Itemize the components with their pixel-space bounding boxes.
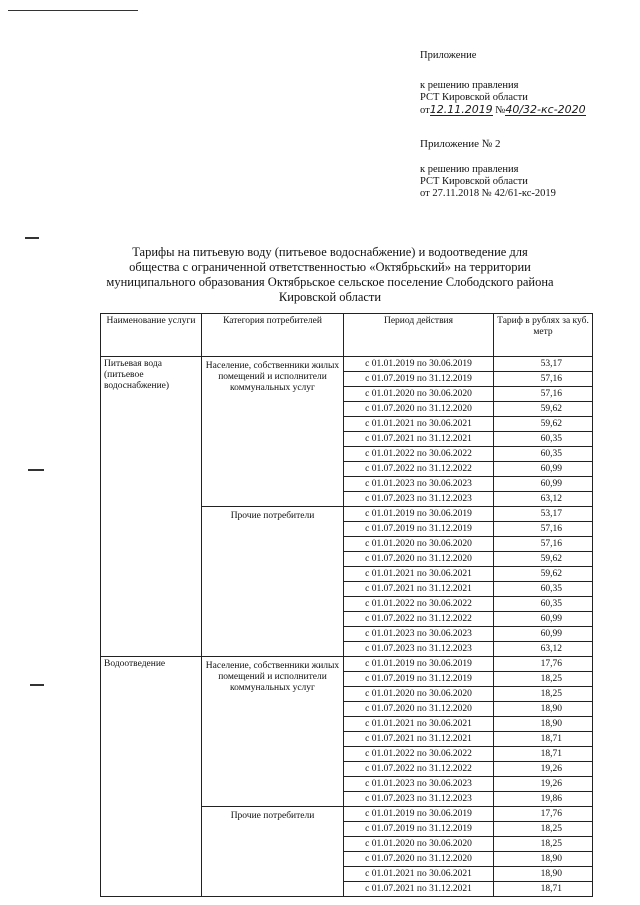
rate-cell: 60,35 <box>494 447 593 462</box>
title-line: муниципального образования Октябрьское сельское поселение Слободского района <box>106 275 554 289</box>
tariff-table <box>100 313 593 897</box>
period-cell: с 01.07.2022 по 31.12.2022 <box>344 762 494 777</box>
category-cell: Прочие потребители <box>202 507 344 657</box>
prev-decision-line: от 27.11.2018 № 42/61-кс-2019 <box>420 188 556 199</box>
period-cell: с 01.07.2020 по 31.12.2020 <box>344 402 494 417</box>
period-cell: с 01.01.2021 по 30.06.2021 <box>344 867 494 882</box>
period-cell: с 01.07.2021 по 31.12.2021 <box>344 432 494 447</box>
period-cell: с 01.01.2020 по 30.06.2020 <box>344 837 494 852</box>
period-cell: с 01.07.2023 по 31.12.2023 <box>344 792 494 807</box>
category-cell: Население, собственники жилых помещений и исполнители коммунальных услуг <box>202 357 344 507</box>
rate-cell: 63,12 <box>494 642 593 657</box>
rate-cell: 57,16 <box>494 522 593 537</box>
appendix-label: Приложение <box>420 50 477 61</box>
period-cell: с 01.01.2023 по 30.06.2023 <box>344 477 494 492</box>
category-cell: Население, собственники жилых помещений и исполнители коммунальных услуг <box>202 657 344 807</box>
header-service: Наименование услуги <box>101 314 202 357</box>
service-name-cell: Питьевая вода (питьевое водоснабжение) <box>101 357 202 657</box>
from-label: от <box>420 105 430 116</box>
period-cell: с 01.01.2019 по 30.06.2019 <box>344 357 494 372</box>
rate-cell: 18,90 <box>494 867 593 882</box>
decision-block <box>420 80 586 117</box>
period-cell: с 01.01.2022 по 30.06.2022 <box>344 447 494 462</box>
rate-cell: 59,62 <box>494 552 593 567</box>
period-cell: с 01.07.2020 по 31.12.2020 <box>344 852 494 867</box>
period-cell: с 01.07.2022 по 31.12.2022 <box>344 612 494 627</box>
period-cell: с 01.01.2021 по 30.06.2021 <box>344 717 494 732</box>
period-cell: с 01.07.2021 по 31.12.2021 <box>344 582 494 597</box>
period-cell: с 01.01.2021 по 30.06.2021 <box>344 567 494 582</box>
rate-cell: 60,99 <box>494 627 593 642</box>
period-cell: с 01.07.2023 по 31.12.2023 <box>344 642 494 657</box>
rate-cell: 59,62 <box>494 402 593 417</box>
period-cell: с 01.01.2022 по 30.06.2022 <box>344 597 494 612</box>
header-category: Категория потребителей <box>202 314 344 357</box>
rate-cell: 59,62 <box>494 567 593 582</box>
rate-cell: 60,35 <box>494 582 593 597</box>
number-label: № <box>495 105 506 116</box>
rate-cell: 18,71 <box>494 747 593 762</box>
rate-cell: 57,16 <box>494 387 593 402</box>
header-rate: Тариф в рублях за куб. метр <box>494 314 593 357</box>
period-cell: с 01.01.2023 по 30.06.2023 <box>344 627 494 642</box>
rate-cell: 60,99 <box>494 462 593 477</box>
rate-cell: 17,76 <box>494 657 593 672</box>
rate-cell: 53,17 <box>494 357 593 372</box>
decision-line: РСТ Кировской области <box>420 92 528 103</box>
period-cell: с 01.07.2020 по 31.12.2020 <box>344 552 494 567</box>
table-header-row <box>101 314 593 357</box>
period-cell: с 01.07.2021 по 31.12.2021 <box>344 732 494 747</box>
period-cell: с 01.01.2019 по 30.06.2019 <box>344 657 494 672</box>
period-cell: с 01.07.2019 по 31.12.2019 <box>344 372 494 387</box>
period-cell: с 01.01.2020 по 30.06.2020 <box>344 387 494 402</box>
prev-decision-line: к решению правления <box>420 164 519 175</box>
header-period: Период действия <box>344 314 494 357</box>
rate-cell: 60,99 <box>494 477 593 492</box>
rate-cell: 18,25 <box>494 687 593 702</box>
handwritten-date: 12.11.2019 <box>429 103 493 116</box>
appendix2-header <box>420 138 501 150</box>
scan-mark <box>8 10 138 11</box>
period-cell: с 01.01.2022 по 30.06.2022 <box>344 747 494 762</box>
period-cell: с 01.07.2022 по 31.12.2022 <box>344 462 494 477</box>
rate-cell: 63,12 <box>494 492 593 507</box>
service-name-cell: Водоотведение <box>101 657 202 897</box>
title-line: Тарифы на питьевую воду (питьевое водоснабжение) и водоотведение для <box>132 245 528 259</box>
table-row <box>101 357 593 372</box>
scan-mark <box>28 469 44 471</box>
title-line: Кировской области <box>278 290 382 304</box>
period-cell: с 01.07.2021 по 31.12.2021 <box>344 882 494 897</box>
prev-decision-line: РСТ Кировской области <box>420 176 528 187</box>
rate-cell: 18,25 <box>494 837 593 852</box>
period-cell: с 01.07.2019 по 31.12.2019 <box>344 672 494 687</box>
period-cell: с 01.01.2023 по 30.06.2023 <box>344 777 494 792</box>
document-title <box>100 245 560 305</box>
rate-cell: 60,99 <box>494 612 593 627</box>
rate-cell: 57,16 <box>494 537 593 552</box>
title-line: общества с ограниченной ответственностью «Октябрьский» на территории <box>129 260 531 274</box>
rate-cell: 19,26 <box>494 777 593 792</box>
scan-mark <box>30 684 44 686</box>
appendix-header <box>420 50 476 62</box>
period-cell: с 01.01.2020 по 30.06.2020 <box>344 687 494 702</box>
rate-cell: 19,26 <box>494 762 593 777</box>
scan-mark <box>25 237 39 239</box>
period-cell: с 01.07.2020 по 31.12.2020 <box>344 702 494 717</box>
period-cell: с 01.07.2019 по 31.12.2019 <box>344 522 494 537</box>
decision-date-line <box>420 104 586 117</box>
period-cell: с 01.01.2019 по 30.06.2019 <box>344 507 494 522</box>
rate-cell: 18,90 <box>494 702 593 717</box>
table-row <box>101 657 593 672</box>
previous-decision-block <box>420 164 556 200</box>
rate-cell: 53,17 <box>494 507 593 522</box>
appendix2-label: Приложение № 2 <box>420 138 501 150</box>
rate-cell: 18,90 <box>494 852 593 867</box>
period-cell: с 01.07.2023 по 31.12.2023 <box>344 492 494 507</box>
rate-cell: 18,71 <box>494 732 593 747</box>
rate-cell: 60,35 <box>494 432 593 447</box>
category-cell: Прочие потребители <box>202 807 344 897</box>
decision-line: к решению правления <box>420 80 519 91</box>
rate-cell: 18,25 <box>494 672 593 687</box>
period-cell: с 01.01.2021 по 30.06.2021 <box>344 417 494 432</box>
period-cell: с 01.07.2019 по 31.12.2019 <box>344 822 494 837</box>
rate-cell: 18,90 <box>494 717 593 732</box>
period-cell: с 01.01.2019 по 30.06.2019 <box>344 807 494 822</box>
period-cell: с 01.01.2020 по 30.06.2020 <box>344 537 494 552</box>
rate-cell: 59,62 <box>494 417 593 432</box>
rate-cell: 18,25 <box>494 822 593 837</box>
rate-cell: 18,71 <box>494 882 593 897</box>
table-body <box>101 357 593 897</box>
rate-cell: 19,86 <box>494 792 593 807</box>
rate-cell: 57,16 <box>494 372 593 387</box>
rate-cell: 60,35 <box>494 597 593 612</box>
rate-cell: 17,76 <box>494 807 593 822</box>
handwritten-number: 40/32-кс-2020 <box>505 103 586 116</box>
